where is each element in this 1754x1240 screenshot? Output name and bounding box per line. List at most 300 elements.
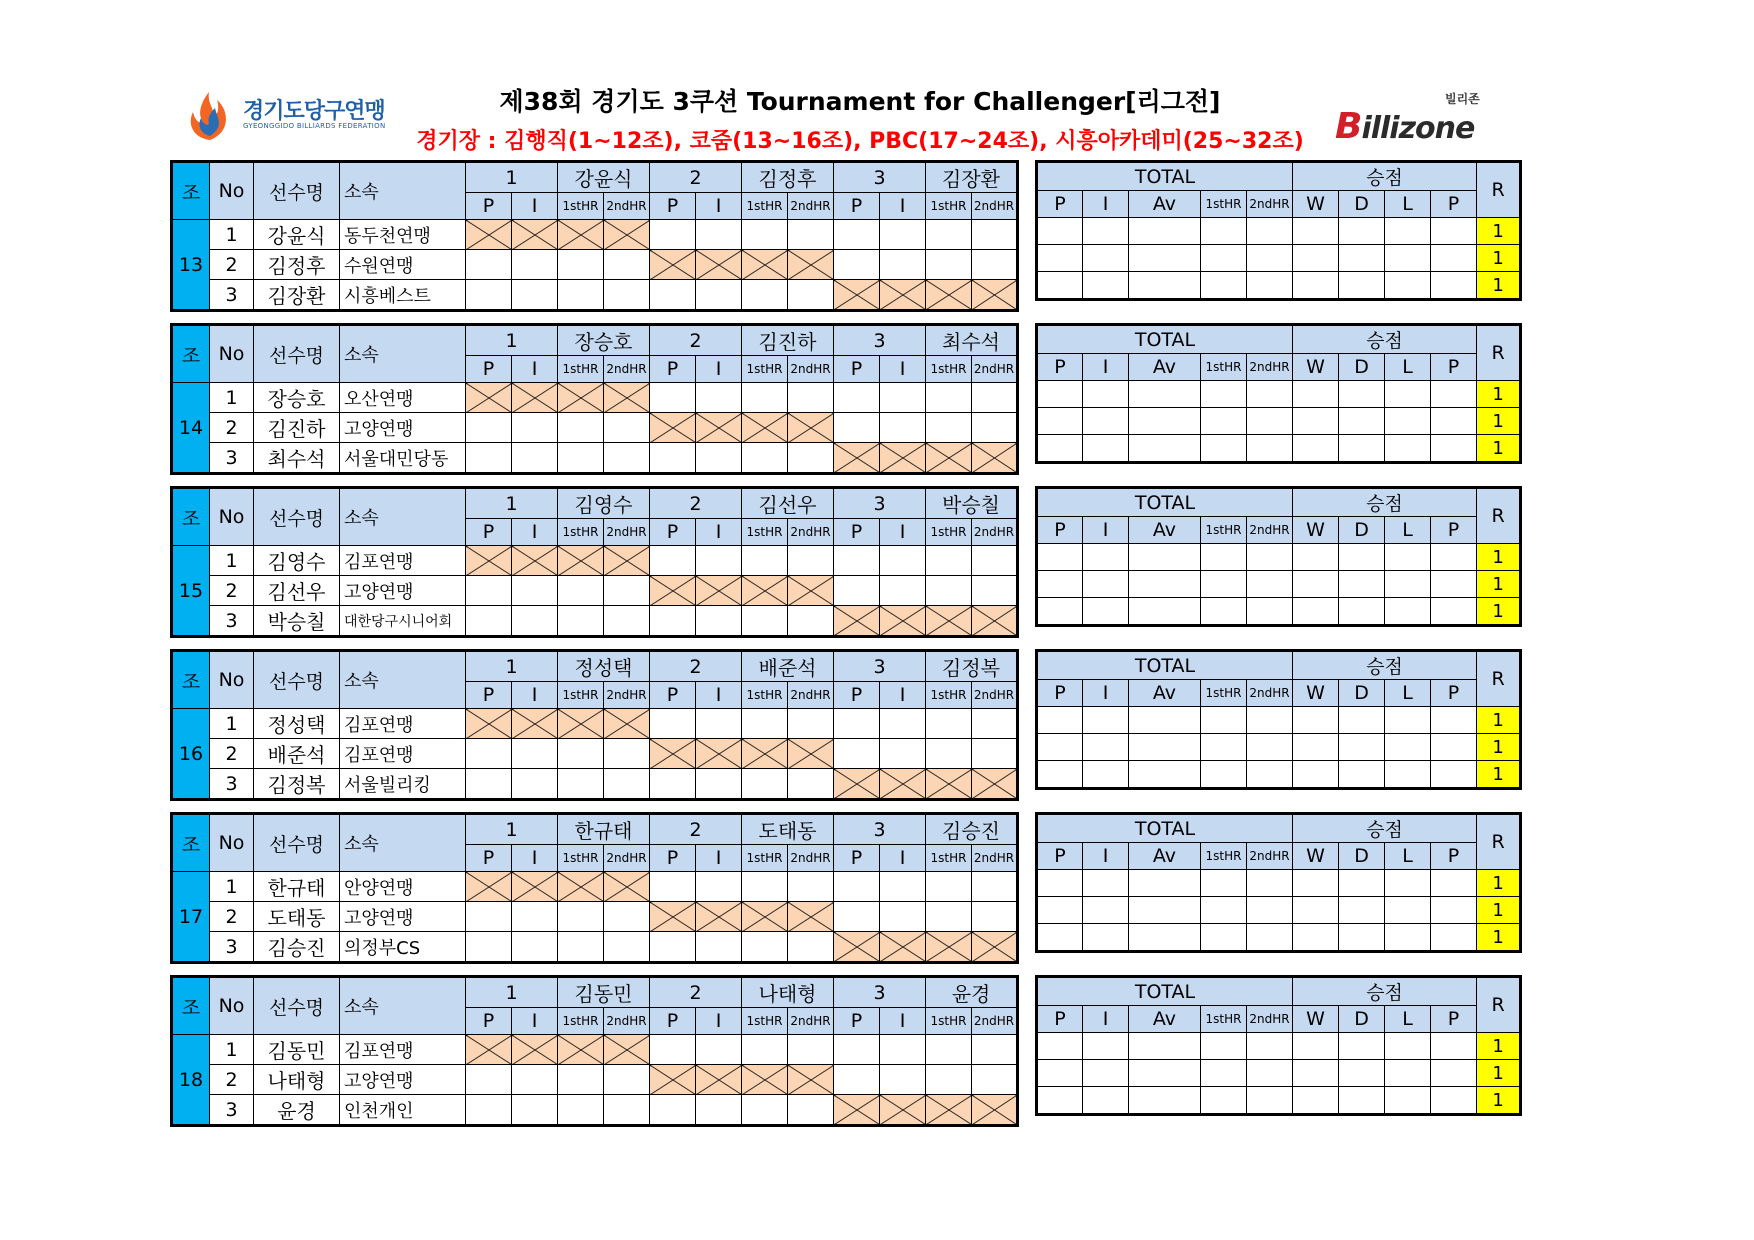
score-cell[interactable] [650,383,696,413]
score-cell[interactable] [696,872,742,902]
score-cell[interactable] [512,606,558,637]
summary-cell[interactable] [1083,544,1129,571]
summary-cell[interactable] [1201,870,1247,897]
summary-cell[interactable] [1201,544,1247,571]
summary-cell[interactable] [1247,924,1293,952]
score-cell[interactable] [880,1035,926,1065]
score-cell[interactable] [512,932,558,963]
summary-cell[interactable] [1339,870,1385,897]
score-cell[interactable] [466,902,512,932]
summary-cell[interactable] [1293,571,1339,598]
score-cell[interactable] [926,383,972,413]
summary-cell[interactable] [1431,571,1477,598]
summary-cell[interactable] [1293,924,1339,952]
score-cell[interactable] [926,1065,972,1095]
summary-cell[interactable] [1247,598,1293,626]
score-cell[interactable] [742,606,788,637]
score-cell[interactable] [880,250,926,280]
summary-cell[interactable] [1201,598,1247,626]
summary-cell[interactable] [1385,1087,1431,1115]
summary-cell[interactable] [1247,408,1293,435]
summary-cell[interactable] [1129,707,1201,734]
summary-cell[interactable] [1037,218,1083,245]
score-cell[interactable] [788,443,834,474]
score-cell[interactable] [972,576,1018,606]
summary-cell[interactable] [1293,435,1339,463]
summary-cell[interactable] [1129,761,1201,789]
summary-cell[interactable] [1293,544,1339,571]
score-cell[interactable] [742,769,788,800]
summary-cell[interactable] [1083,734,1129,761]
score-cell[interactable] [834,1065,880,1095]
summary-cell[interactable] [1083,272,1129,300]
summary-cell[interactable] [1201,707,1247,734]
summary-cell[interactable] [1385,381,1431,408]
score-cell[interactable] [880,576,926,606]
summary-cell[interactable] [1083,598,1129,626]
score-cell[interactable] [742,546,788,576]
summary-cell[interactable] [1037,897,1083,924]
score-cell[interactable] [512,1065,558,1095]
summary-cell[interactable] [1083,707,1129,734]
summary-cell[interactable] [1431,435,1477,463]
score-cell[interactable] [788,1035,834,1065]
score-cell[interactable] [788,280,834,311]
summary-cell[interactable] [1247,218,1293,245]
summary-cell[interactable] [1037,571,1083,598]
score-cell[interactable] [696,220,742,250]
score-cell[interactable] [972,546,1018,576]
summary-cell[interactable] [1037,734,1083,761]
score-cell[interactable] [788,220,834,250]
summary-cell[interactable] [1431,1033,1477,1060]
score-cell[interactable] [696,606,742,637]
summary-cell[interactable] [1129,924,1201,952]
summary-cell[interactable] [1083,381,1129,408]
score-cell[interactable] [558,250,604,280]
summary-cell[interactable] [1037,381,1083,408]
score-cell[interactable] [834,576,880,606]
summary-cell[interactable] [1339,408,1385,435]
score-cell[interactable] [512,280,558,311]
summary-cell[interactable] [1431,218,1477,245]
summary-cell[interactable] [1037,245,1083,272]
summary-cell[interactable] [1037,924,1083,952]
summary-cell[interactable] [1431,245,1477,272]
score-cell[interactable] [972,709,1018,739]
score-cell[interactable] [696,383,742,413]
score-cell[interactable] [558,739,604,769]
summary-cell[interactable] [1385,571,1431,598]
summary-cell[interactable] [1247,870,1293,897]
score-cell[interactable] [604,1065,650,1095]
score-cell[interactable] [834,902,880,932]
summary-cell[interactable] [1431,1060,1477,1087]
summary-cell[interactable] [1385,1033,1431,1060]
summary-cell[interactable] [1129,870,1201,897]
score-cell[interactable] [788,932,834,963]
summary-cell[interactable] [1083,1060,1129,1087]
summary-cell[interactable] [1385,245,1431,272]
summary-cell[interactable] [1201,381,1247,408]
summary-cell[interactable] [1293,245,1339,272]
score-cell[interactable] [650,280,696,311]
summary-cell[interactable] [1339,1087,1385,1115]
summary-cell[interactable] [1129,272,1201,300]
summary-cell[interactable] [1431,870,1477,897]
score-cell[interactable] [512,1095,558,1126]
summary-cell[interactable] [1201,1060,1247,1087]
score-cell[interactable] [650,709,696,739]
score-cell[interactable] [696,769,742,800]
summary-cell[interactable] [1339,435,1385,463]
summary-cell[interactable] [1431,598,1477,626]
summary-cell[interactable] [1083,1033,1129,1060]
score-cell[interactable] [834,872,880,902]
summary-cell[interactable] [1037,870,1083,897]
score-cell[interactable] [650,443,696,474]
score-cell[interactable] [466,576,512,606]
summary-cell[interactable] [1129,218,1201,245]
summary-cell[interactable] [1385,598,1431,626]
score-cell[interactable] [604,576,650,606]
score-cell[interactable] [466,769,512,800]
score-cell[interactable] [604,739,650,769]
score-cell[interactable] [742,443,788,474]
summary-cell[interactable] [1247,571,1293,598]
summary-cell[interactable] [1201,408,1247,435]
score-cell[interactable] [696,546,742,576]
score-cell[interactable] [880,709,926,739]
summary-cell[interactable] [1385,734,1431,761]
summary-cell[interactable] [1293,761,1339,789]
summary-cell[interactable] [1431,381,1477,408]
summary-cell[interactable] [1293,734,1339,761]
score-cell[interactable] [742,383,788,413]
score-cell[interactable] [834,709,880,739]
score-cell[interactable] [650,1035,696,1065]
summary-cell[interactable] [1339,218,1385,245]
summary-cell[interactable] [1201,761,1247,789]
summary-cell[interactable] [1037,1087,1083,1115]
summary-cell[interactable] [1247,1060,1293,1087]
score-cell[interactable] [880,546,926,576]
summary-cell[interactable] [1293,897,1339,924]
score-cell[interactable] [834,413,880,443]
summary-cell[interactable] [1083,408,1129,435]
summary-cell[interactable] [1037,544,1083,571]
score-cell[interactable] [604,932,650,963]
summary-cell[interactable] [1037,272,1083,300]
summary-cell[interactable] [1247,544,1293,571]
score-cell[interactable] [696,1035,742,1065]
score-cell[interactable] [972,413,1018,443]
score-cell[interactable] [742,709,788,739]
score-cell[interactable] [926,739,972,769]
summary-cell[interactable] [1247,381,1293,408]
summary-cell[interactable] [1431,734,1477,761]
summary-cell[interactable] [1385,870,1431,897]
score-cell[interactable] [926,250,972,280]
score-cell[interactable] [604,443,650,474]
summary-cell[interactable] [1293,408,1339,435]
score-cell[interactable] [880,413,926,443]
summary-cell[interactable] [1247,761,1293,789]
summary-cell[interactable] [1385,408,1431,435]
score-cell[interactable] [558,576,604,606]
summary-cell[interactable] [1339,1060,1385,1087]
summary-cell[interactable] [1083,1087,1129,1115]
summary-cell[interactable] [1037,408,1083,435]
summary-cell[interactable] [1083,924,1129,952]
summary-cell[interactable] [1247,897,1293,924]
score-cell[interactable] [788,606,834,637]
summary-cell[interactable] [1083,218,1129,245]
score-cell[interactable] [926,872,972,902]
summary-cell[interactable] [1431,924,1477,952]
summary-cell[interactable] [1083,571,1129,598]
score-cell[interactable] [604,280,650,311]
summary-cell[interactable] [1037,761,1083,789]
summary-cell[interactable] [1293,218,1339,245]
summary-cell[interactable] [1201,1033,1247,1060]
score-cell[interactable] [466,413,512,443]
summary-cell[interactable] [1083,435,1129,463]
score-cell[interactable] [558,413,604,443]
score-cell[interactable] [926,902,972,932]
summary-cell[interactable] [1129,598,1201,626]
score-cell[interactable] [972,902,1018,932]
score-cell[interactable] [788,709,834,739]
score-cell[interactable] [926,413,972,443]
summary-cell[interactable] [1247,707,1293,734]
summary-cell[interactable] [1431,408,1477,435]
score-cell[interactable] [512,443,558,474]
score-cell[interactable] [926,576,972,606]
summary-cell[interactable] [1293,1033,1339,1060]
summary-cell[interactable] [1201,245,1247,272]
summary-cell[interactable] [1339,761,1385,789]
summary-cell[interactable] [1339,734,1385,761]
score-cell[interactable] [880,1065,926,1095]
score-cell[interactable] [696,280,742,311]
score-cell[interactable] [834,220,880,250]
summary-cell[interactable] [1083,245,1129,272]
summary-cell[interactable] [1385,218,1431,245]
summary-cell[interactable] [1339,1033,1385,1060]
score-cell[interactable] [742,872,788,902]
score-cell[interactable] [926,1035,972,1065]
summary-cell[interactable] [1201,1087,1247,1115]
score-cell[interactable] [558,902,604,932]
score-cell[interactable] [834,383,880,413]
score-cell[interactable] [466,606,512,637]
summary-cell[interactable] [1247,734,1293,761]
score-cell[interactable] [650,872,696,902]
score-cell[interactable] [834,1035,880,1065]
summary-cell[interactable] [1083,870,1129,897]
summary-cell[interactable] [1385,1060,1431,1087]
score-cell[interactable] [696,932,742,963]
summary-cell[interactable] [1385,897,1431,924]
summary-cell[interactable] [1247,1033,1293,1060]
score-cell[interactable] [512,576,558,606]
summary-cell[interactable] [1201,571,1247,598]
summary-cell[interactable] [1129,897,1201,924]
summary-cell[interactable] [1293,381,1339,408]
score-cell[interactable] [650,932,696,963]
score-cell[interactable] [512,250,558,280]
summary-cell[interactable] [1431,1087,1477,1115]
score-cell[interactable] [926,220,972,250]
score-cell[interactable] [972,872,1018,902]
summary-cell[interactable] [1293,707,1339,734]
summary-cell[interactable] [1385,544,1431,571]
score-cell[interactable] [926,709,972,739]
score-cell[interactable] [604,606,650,637]
summary-cell[interactable] [1293,1087,1339,1115]
score-cell[interactable] [512,769,558,800]
score-cell[interactable] [742,220,788,250]
score-cell[interactable] [466,280,512,311]
score-cell[interactable] [466,1095,512,1126]
summary-cell[interactable] [1129,1033,1201,1060]
score-cell[interactable] [788,546,834,576]
score-cell[interactable] [466,739,512,769]
score-cell[interactable] [972,250,1018,280]
summary-cell[interactable] [1431,707,1477,734]
summary-cell[interactable] [1201,897,1247,924]
score-cell[interactable] [650,220,696,250]
score-cell[interactable] [696,1095,742,1126]
score-cell[interactable] [742,1035,788,1065]
score-cell[interactable] [512,413,558,443]
summary-cell[interactable] [1129,734,1201,761]
summary-cell[interactable] [1201,924,1247,952]
summary-cell[interactable] [1201,272,1247,300]
summary-cell[interactable] [1385,761,1431,789]
summary-cell[interactable] [1129,381,1201,408]
summary-cell[interactable] [1385,707,1431,734]
summary-cell[interactable] [1037,1060,1083,1087]
score-cell[interactable] [604,902,650,932]
score-cell[interactable] [742,932,788,963]
score-cell[interactable] [788,1095,834,1126]
summary-cell[interactable] [1431,761,1477,789]
summary-cell[interactable] [1201,218,1247,245]
summary-cell[interactable] [1129,245,1201,272]
summary-cell[interactable] [1083,761,1129,789]
score-cell[interactable] [558,1065,604,1095]
summary-cell[interactable] [1293,272,1339,300]
score-cell[interactable] [558,932,604,963]
score-cell[interactable] [604,250,650,280]
summary-cell[interactable] [1339,924,1385,952]
score-cell[interactable] [604,769,650,800]
score-cell[interactable] [604,1095,650,1126]
score-cell[interactable] [558,443,604,474]
summary-cell[interactable] [1339,707,1385,734]
summary-cell[interactable] [1129,408,1201,435]
score-cell[interactable] [880,739,926,769]
score-cell[interactable] [650,606,696,637]
summary-cell[interactable] [1339,598,1385,626]
score-cell[interactable] [834,546,880,576]
summary-cell[interactable] [1339,272,1385,300]
summary-cell[interactable] [1129,544,1201,571]
score-cell[interactable] [972,1035,1018,1065]
summary-cell[interactable] [1431,272,1477,300]
score-cell[interactable] [650,1095,696,1126]
score-cell[interactable] [972,383,1018,413]
score-cell[interactable] [788,769,834,800]
score-cell[interactable] [926,546,972,576]
score-cell[interactable] [834,250,880,280]
score-cell[interactable] [972,739,1018,769]
score-cell[interactable] [742,280,788,311]
summary-cell[interactable] [1339,381,1385,408]
summary-cell[interactable] [1385,924,1431,952]
summary-cell[interactable] [1431,544,1477,571]
score-cell[interactable] [880,872,926,902]
summary-cell[interactable] [1247,245,1293,272]
summary-cell[interactable] [1037,598,1083,626]
summary-cell[interactable] [1247,1087,1293,1115]
summary-cell[interactable] [1385,435,1431,463]
score-cell[interactable] [466,250,512,280]
score-cell[interactable] [880,902,926,932]
score-cell[interactable] [880,220,926,250]
summary-cell[interactable] [1129,1087,1201,1115]
summary-cell[interactable] [1129,1060,1201,1087]
summary-cell[interactable] [1293,1060,1339,1087]
summary-cell[interactable] [1037,435,1083,463]
score-cell[interactable] [880,383,926,413]
score-cell[interactable] [558,769,604,800]
summary-cell[interactable] [1339,571,1385,598]
score-cell[interactable] [650,546,696,576]
summary-cell[interactable] [1385,272,1431,300]
score-cell[interactable] [558,280,604,311]
summary-cell[interactable] [1339,245,1385,272]
score-cell[interactable] [788,872,834,902]
score-cell[interactable] [558,606,604,637]
score-cell[interactable] [466,1065,512,1095]
score-cell[interactable] [788,383,834,413]
score-cell[interactable] [650,769,696,800]
summary-cell[interactable] [1129,435,1201,463]
score-cell[interactable] [742,1095,788,1126]
score-cell[interactable] [512,739,558,769]
summary-cell[interactable] [1129,571,1201,598]
summary-cell[interactable] [1339,544,1385,571]
score-cell[interactable] [972,220,1018,250]
summary-cell[interactable] [1247,435,1293,463]
summary-cell[interactable] [1293,870,1339,897]
summary-cell[interactable] [1293,598,1339,626]
score-cell[interactable] [696,443,742,474]
summary-cell[interactable] [1339,897,1385,924]
score-cell[interactable] [558,1095,604,1126]
score-cell[interactable] [604,413,650,443]
summary-cell[interactable] [1201,734,1247,761]
score-cell[interactable] [972,1065,1018,1095]
summary-cell[interactable] [1037,1033,1083,1060]
score-cell[interactable] [512,902,558,932]
score-cell[interactable] [466,443,512,474]
score-cell[interactable] [696,709,742,739]
summary-cell[interactable] [1201,435,1247,463]
